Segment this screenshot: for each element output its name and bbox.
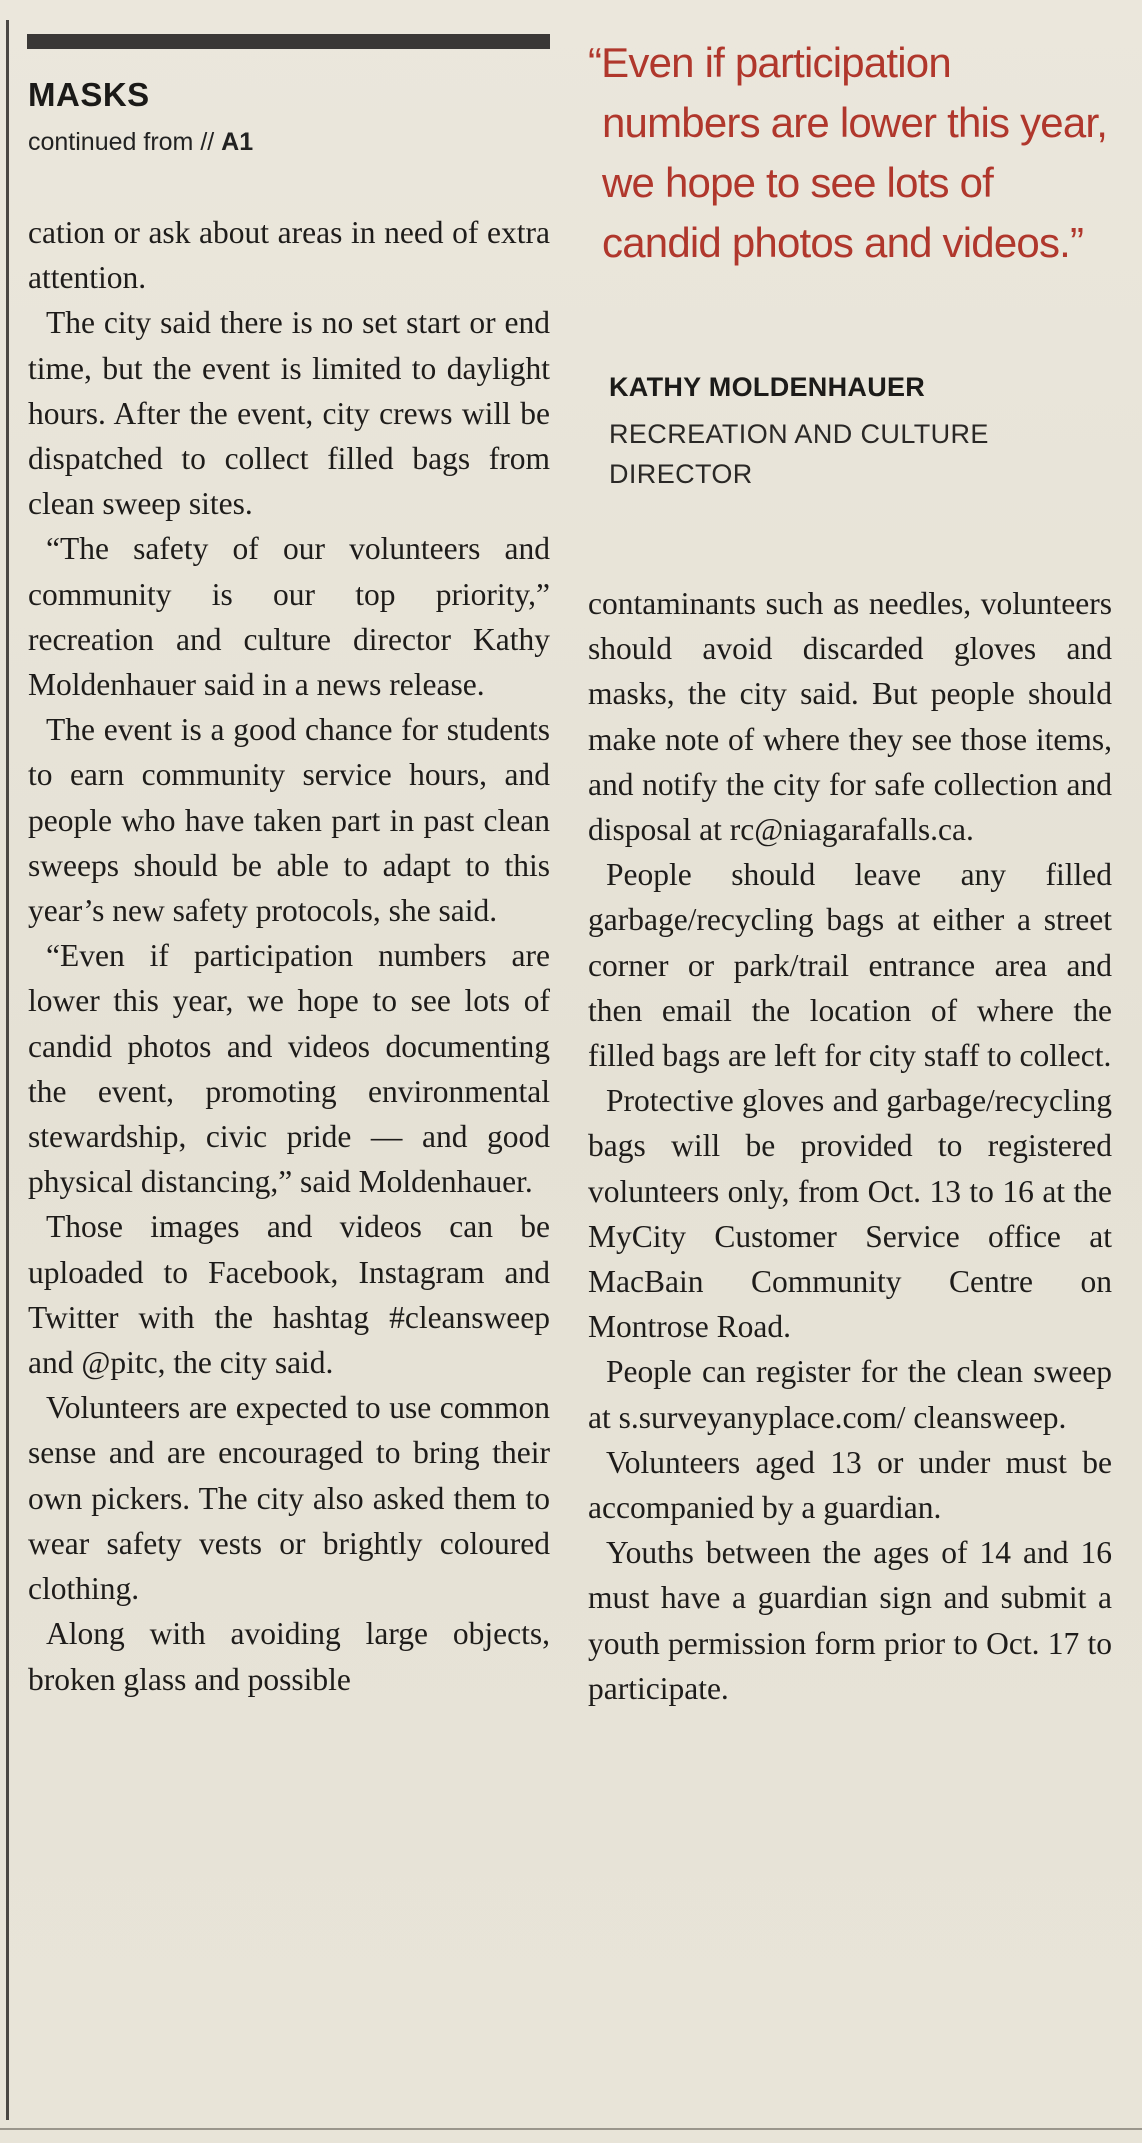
paragraph: The city said there is no set start or end time, but the event is limited to daylight hours. After the event, city crews will be dispatched to collect filled bags from clean sweep sites. [28, 305, 550, 522]
jump-line [28, 128, 253, 157]
pull-quote-attribution-name: KATHY MOLDENHAUER [609, 372, 926, 402]
paragraph: Volunteers are expected to use common sense and are encouraged to bring their own pickers. The city also asked them to wear safety vests or brightly coloured clothing. [28, 1390, 550, 1607]
story-kicker: MASKS [28, 76, 150, 113]
paragraph: Those images and videos can be uploaded to Facebook, Instagram and Twitter with the hashtag #cleansweep and @pitc, the city said. [28, 1209, 550, 1381]
paragraph: Along with avoiding large objects, broken glass and possible [28, 1616, 550, 1697]
pull-quote: “Even if participation numbers are lower this year, we hope to see lots of candid photos and videos.” [588, 39, 1108, 266]
paragraph: Volunteers aged 13 or under must be accompanied by a guardian. [588, 1444, 1112, 1526]
paragraph: The event is a good chance for students to earn community service hours, and people who have taken part in past clean sweeps should be able to adapt to this year’s new safety protocols, she said. [28, 712, 550, 929]
paragraph: People can register for the clean sweep at s.surveyanyplace.com/ cleansweep. [588, 1354, 1112, 1435]
paragraph: “The safety of our volunteers and community is our top priority,” recreation and culture director Kathy Moldenhauer said in a news release. [28, 531, 550, 703]
right-column [588, 581, 1112, 1711]
paragraph: Protective gloves and garbage/recycling bags will be provided to registered volunteers only, from Oct. 13 to 16 at the MyCity Customer Service office at MacBain Community Centre on Montrose Road. [588, 1083, 1112, 1345]
section-rule [27, 34, 550, 49]
paragraph: contaminants such as needles, volunteers should avoid discarded gloves and masks, the city said. But people should make note of where they see those items, and notify the city for safe collection and disposal at rc@niagarafalls.ca. [588, 586, 1112, 848]
paragraph: People should leave any filled garbage/recycling bags at either a street corner or park/trail entrance area and then email the location of where the filled bags are left for city staff to collect. [588, 857, 1112, 1074]
pull-quote-attribution-title: RECREATION AND CULTURE DIRECTOR [609, 419, 989, 489]
left-column [28, 210, 550, 1702]
paragraph: Youths between the ages of 14 and 16 must have a guardian sign and submit a youth permission form prior to Oct. 17 to participate. [588, 1535, 1112, 1706]
column-divider [6, 20, 9, 2120]
paragraph: “Even if participation numbers are lower this year, we hope to see lots of candid photos and videos documenting the event, promoting environmental stewardship, civic pride — and good physical distancing,” said Moldenhauer. [28, 938, 550, 1200]
paragraph: cation or ask about areas in need of extra attention. [28, 215, 550, 296]
bottom-rule [0, 2128, 1142, 2130]
jump-page-ref: A1 [221, 128, 254, 156]
jump-label: continued from // [28, 128, 222, 156]
